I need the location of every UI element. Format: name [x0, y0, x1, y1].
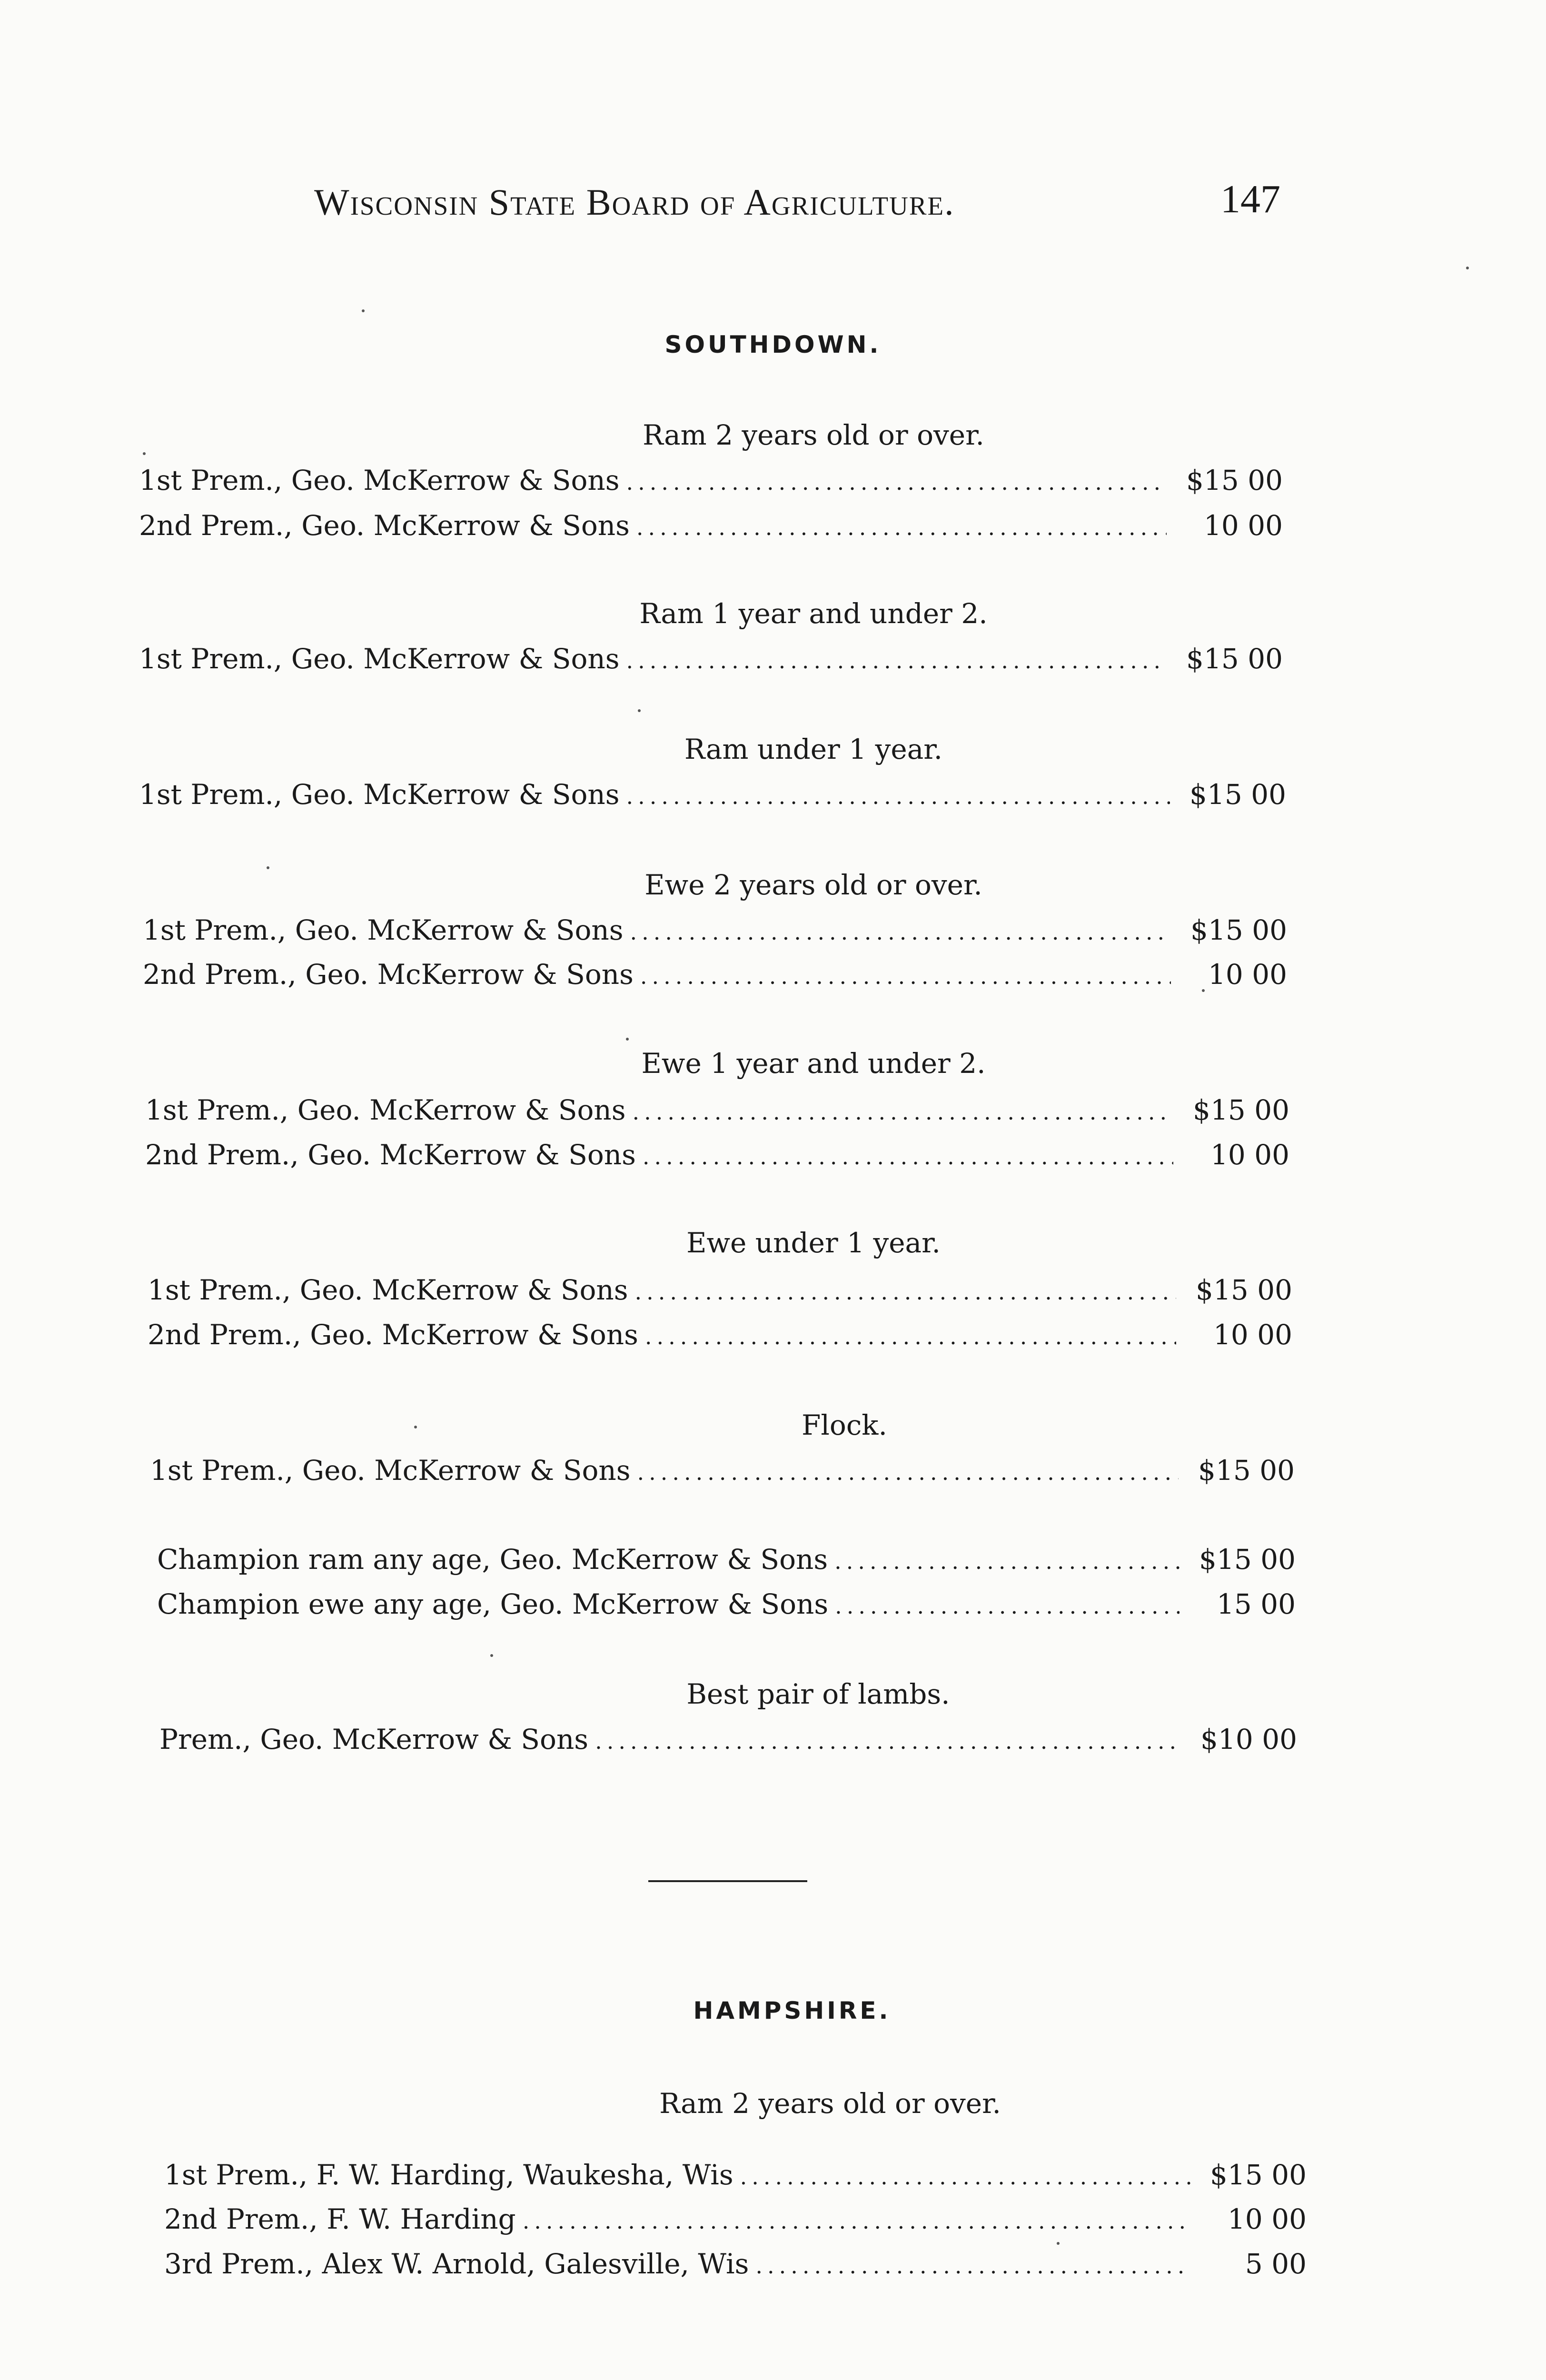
dot-leader [645, 1324, 1176, 1349]
class-heading: Ram under 1 year. [684, 733, 943, 765]
award-amount: $15 00 [1186, 643, 1283, 675]
award-entry: 1st Prem., Geo. McKerrow & Sons [143, 914, 624, 946]
dot-leader [634, 1279, 1176, 1305]
award-amount: 10 00 [1213, 1319, 1292, 1351]
champion-row [157, 1588, 1296, 1620]
scan-speck [362, 309, 365, 312]
award-amount: 10 00 [1208, 958, 1287, 991]
award-row [139, 778, 1286, 811]
dot-leader [834, 1548, 1179, 1574]
award-entry: 2nd Prem., Geo. McKerrow & Sons [143, 958, 634, 991]
award-amount: $10 00 [1200, 1723, 1297, 1755]
running-head [314, 177, 1280, 238]
dot-leader [755, 2253, 1190, 2279]
scan-speck [414, 1426, 417, 1428]
class-heading: Ewe 2 years old or over. [644, 869, 982, 901]
award-row [143, 958, 1287, 991]
award-row [139, 643, 1283, 675]
dot-leader [626, 469, 1167, 495]
award-row [164, 2248, 1307, 2280]
award-row [148, 1319, 1292, 1351]
award-amount: 10 00 [1227, 2203, 1307, 2235]
award-row [150, 1454, 1295, 1487]
scan-speck [267, 866, 269, 869]
scan-speck [1057, 2242, 1060, 2245]
award-entry: 1st Prem., Geo. McKerrow & Sons [139, 778, 620, 811]
dot-leader [835, 1593, 1179, 1619]
award-amount: 10 00 [1210, 1139, 1289, 1171]
award-entry: 1st Prem., Geo. McKerrow & Sons [150, 1454, 631, 1487]
award-amount: $15 00 [1193, 1094, 1289, 1126]
award-row [145, 1139, 1289, 1171]
award-row [145, 1094, 1289, 1126]
section-divider [648, 1880, 807, 1882]
class-heading: Ram 1 year and under 2. [639, 597, 988, 630]
award-entry: Champion ewe any age, Geo. McKerrow & Sons [157, 1588, 829, 1620]
section-title-southdown: SOUTHDOWN. [664, 331, 882, 358]
award-amount: $15 00 [1190, 914, 1287, 946]
scan-speck [626, 1038, 629, 1041]
running-title: Wisconsin State Board of Agriculture. [314, 181, 955, 223]
award-amount: $15 00 [1210, 2159, 1307, 2191]
scan-speck [143, 452, 146, 455]
dot-leader [523, 2208, 1190, 2234]
award-entry: Prem., Geo. McKerrow & Sons [159, 1723, 589, 1755]
award-row [148, 1274, 1292, 1306]
dot-leader [626, 648, 1167, 674]
award-row [159, 1723, 1297, 1755]
award-row [164, 2159, 1307, 2191]
dot-leader [740, 2164, 1190, 2190]
award-entry: Champion ram any age, Geo. McKerrow & Sons [157, 1543, 828, 1576]
award-entry: 1st Prem., Geo. McKerrow & Sons [148, 1274, 628, 1306]
class-heading: Best pair of lambs. [686, 1678, 950, 1710]
award-entry: 2nd Prem., Geo. McKerrow & Sons [145, 1139, 636, 1171]
award-row [164, 2203, 1307, 2235]
section-title-hampshire: HAMPSHIRE. [693, 1997, 891, 2024]
scan-speck [1202, 989, 1205, 992]
dot-leader [630, 919, 1171, 945]
scan-speck [490, 1654, 493, 1657]
champion-row [157, 1543, 1296, 1576]
dot-leader [640, 963, 1171, 989]
award-amount: $15 00 [1199, 1543, 1296, 1576]
scan-speck [1466, 267, 1469, 269]
dot-leader [626, 783, 1170, 809]
award-entry: 1st Prem., Geo. McKerrow & Sons [139, 643, 620, 675]
class-heading: Ram 2 years old or over. [643, 419, 984, 451]
award-entry: 2nd Prem., F. W. Harding [164, 2203, 516, 2235]
award-entry: 2nd Prem., Geo. McKerrow & Sons [139, 509, 630, 542]
class-heading: Ram 2 years old or over. [659, 2087, 1001, 2120]
award-entry: 1st Prem., F. W. Harding, Waukesha, Wis [164, 2159, 733, 2191]
award-amount: $15 00 [1186, 464, 1283, 496]
award-amount: 15 00 [1216, 1588, 1296, 1620]
award-row [139, 464, 1283, 496]
award-entry: 2nd Prem., Geo. McKerrow & Sons [148, 1319, 638, 1351]
dot-leader [637, 1459, 1179, 1485]
award-entry: 3rd Prem., Alex W. Arnold, Galesville, Wis [164, 2248, 749, 2280]
class-heading: Ewe 1 year and under 2. [641, 1047, 986, 1080]
award-amount: $15 00 [1196, 1274, 1292, 1306]
award-amount: 5 00 [1245, 2248, 1307, 2280]
class-heading: Flock. [802, 1409, 887, 1441]
award-amount: 10 00 [1203, 509, 1283, 542]
award-row [143, 914, 1287, 946]
award-entry: 1st Prem., Geo. McKerrow & Sons [145, 1094, 626, 1126]
dot-leader [595, 1728, 1181, 1754]
scan-speck [638, 709, 641, 712]
page-number: 147 [1220, 177, 1280, 221]
dot-leader [643, 1144, 1173, 1170]
award-amount: $15 00 [1198, 1454, 1295, 1487]
award-amount: $15 00 [1189, 778, 1286, 811]
class-heading: Ewe under 1 year. [686, 1227, 941, 1259]
dot-leader [636, 515, 1167, 540]
award-entry: 1st Prem., Geo. McKerrow & Sons [139, 464, 620, 496]
award-row [139, 509, 1283, 542]
dot-leader [632, 1099, 1173, 1125]
